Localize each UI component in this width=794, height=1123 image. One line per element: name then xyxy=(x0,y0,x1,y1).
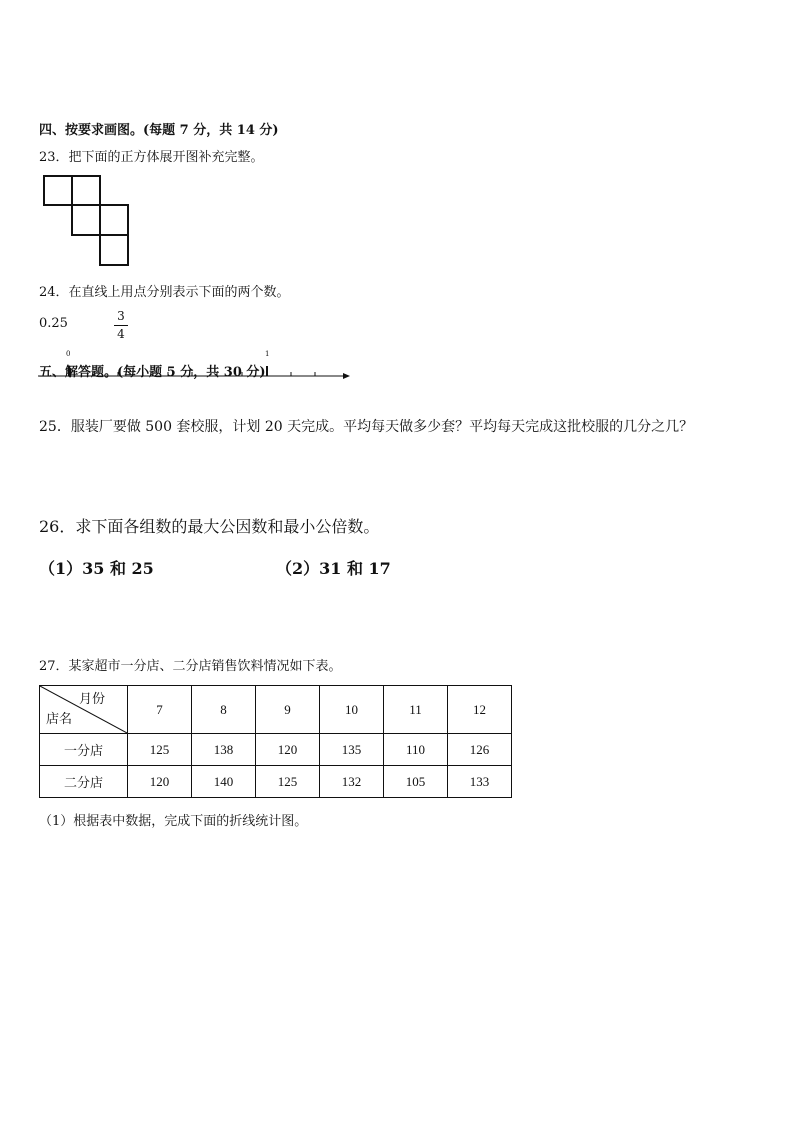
question-25-text: 25．服装厂要做 500 套校服，计划 20 天完成。平均每天做多少套？平均每天完成这批校服的几分之几？ xyxy=(39,419,694,435)
value-cell: 126 xyxy=(448,734,512,766)
value-cell: 138 xyxy=(192,734,256,766)
value-cell: 120 xyxy=(128,766,192,798)
value-cell: 125 xyxy=(128,734,192,766)
number-line-label-0: 0 xyxy=(66,350,71,358)
month-header: 11 xyxy=(384,686,448,734)
value-cell: 125 xyxy=(256,766,320,798)
month-header: 7 xyxy=(128,686,192,734)
cube-net-figure xyxy=(41,174,133,270)
month-header: 9 xyxy=(256,686,320,734)
value-cell: 132 xyxy=(320,766,384,798)
section-four-title: 四、按要求画图。(每题 7 分，共 14 分) xyxy=(39,123,279,138)
number-line-label-1: 1 xyxy=(265,350,270,358)
fraction-numerator: 3 xyxy=(117,309,125,323)
value-cell: 105 xyxy=(384,766,448,798)
sales-table xyxy=(39,685,512,798)
value-cell: 110 xyxy=(384,734,448,766)
question-27-sub-1: （1）根据表中数据，完成下面的折线统计图。 xyxy=(39,814,308,829)
value-cell: 120 xyxy=(256,734,320,766)
cube-net-square-1 xyxy=(44,176,72,205)
month-header: 8 xyxy=(192,686,256,734)
table-corner-cell xyxy=(40,686,128,734)
cube-net-square-4 xyxy=(100,205,128,235)
store-name-cell: 一分店 xyxy=(40,734,128,766)
table-row xyxy=(40,766,512,798)
month-header: 12 xyxy=(448,686,512,734)
question-27-text: 27．某家超市一分店、二分店销售饮料情况如下表。 xyxy=(39,659,342,674)
table-header-row xyxy=(40,686,512,734)
number-line-arrow xyxy=(343,373,350,379)
table-row xyxy=(40,734,512,766)
cube-net-square-3 xyxy=(72,205,100,235)
question-26-part-1: （1）35 和 25 xyxy=(39,559,154,578)
value-cell: 135 xyxy=(320,734,384,766)
question-24-text: 24．在直线上用点分别表示下面的两个数。 xyxy=(39,285,290,300)
fraction-denominator: 4 xyxy=(117,327,125,341)
fraction-three-quarters xyxy=(114,310,128,341)
corner-label-month: 月份 xyxy=(78,691,105,706)
value-cell: 140 xyxy=(192,766,256,798)
question-23-text: 23．把下面的正方体展开图补充完整。 xyxy=(39,150,264,165)
corner-label-store: 店名 xyxy=(46,711,73,726)
question-26-part-2: （2）31 和 17 xyxy=(276,559,391,578)
cube-net-square-2 xyxy=(72,176,100,205)
number-0-25: 0.25 xyxy=(39,316,68,331)
store-name-cell: 二分店 xyxy=(40,766,128,798)
value-cell: 133 xyxy=(448,766,512,798)
month-header: 10 xyxy=(320,686,384,734)
question-26-text: 26．求下面各组数的最大公因数和最小公倍数。 xyxy=(39,517,380,536)
section-five-title: 五、解答题。(每小题 5 分，共 30 分) xyxy=(39,365,266,380)
cube-net-square-5 xyxy=(100,235,128,265)
